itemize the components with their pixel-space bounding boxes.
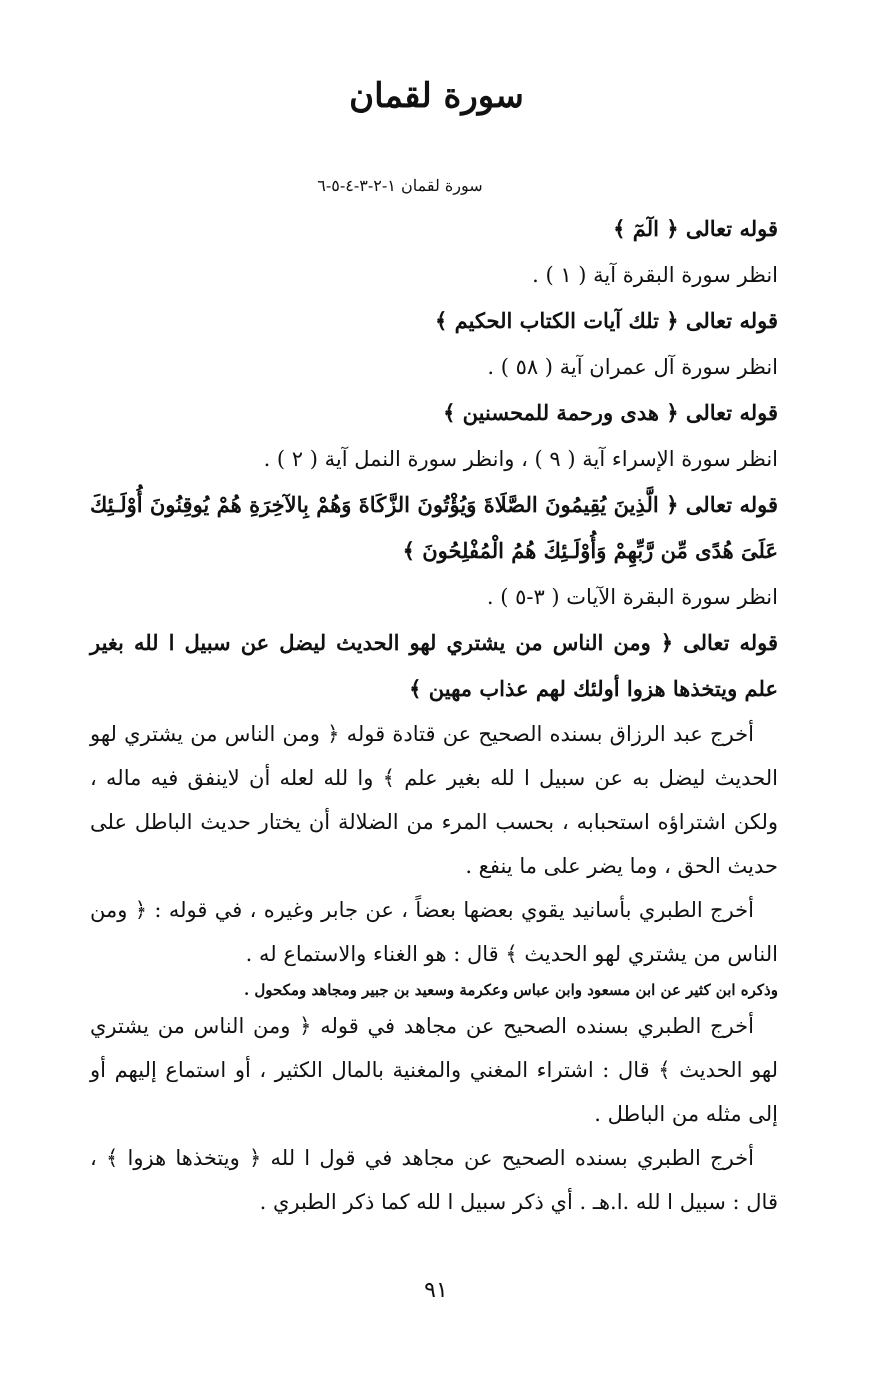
reference-line: انظر سورة الإسراء آية ( ٩ ) ، وانظر سورة النمل آية ( ٢ ) .	[263, 447, 778, 471]
note-line: وذكره ابن كثير عن ابن مسعود وابن عباس وعكرمة وسعيد بن جبير ومجاهد ومكحول .	[243, 981, 778, 999]
page-title: سورة لقمان	[349, 76, 524, 116]
page-content	[90, 206, 778, 1224]
reference-line: انظر سورة آل عمران آية ( ٥٨ ) .	[487, 355, 778, 379]
verse-block: قوله تعالى ﴿ الَّذِينَ يُقِيمُونَ الصَّلَاةَ وَيُؤْتُونَ الزَّكَاةَ وَهُمْ بِالآخِرَةِ هُمْ يُوقِنُونَ أُوْلَـئِكَ عَلَىَ هُدًى مِّن رَّبِّهِمْ وَأُوْلَـئِكَ هُمُ الْمُفْلِحُونَ ﴾	[90, 492, 778, 563]
commentary-paragraph: أخرج الطبري بسنده الصحيح عن مجاهد في قول ا لله ﴿ ويتخذها هزوا ﴾ ، قال : سبيل ا لله .ا.هـ . أي ذكر سبيل ا لله كما ذكر الطبري .	[90, 1146, 778, 1214]
verse-block: قوله تعالى ﴿ الٓمٓ ﴾	[613, 216, 778, 241]
reference-line: انظر سورة البقرة آية ( ١ ) .	[532, 263, 778, 287]
page-number: ٩١	[424, 1278, 448, 1303]
commentary-paragraph: أخرج الطبري بسنده الصحيح عن مجاهد في قوله ﴿ ومن الناس من يشتري لهو الحديث ﴾ قال : اشتراء المغني والمغنية بالمال الكثير ، أو استماع إليهم أو إلى مثله من الباطل .	[90, 1014, 778, 1126]
verse-block: قوله تعالى ﴿ تلك آيات الكتاب الحكيم ﴾	[435, 308, 778, 333]
verse-block: قوله تعالى ﴿ هدى ورحمة للمحسنين ﴾	[443, 400, 778, 425]
commentary-paragraph: أخرج عبد الرزاق بسنده الصحيح عن قتادة قوله ﴿ ومن الناس من يشتري لهو الحديث ليضل به عن سبيل ا لله بغير علم ﴾ وا لله لعله أن لاينفق فيه ماله ، ولكن اشتراؤه استحبابه ، بحسب المرء من الضلالة أن يختار حديث الباطل على حديث الحق ، وما يضر على ما ينفع .	[90, 722, 778, 878]
verse-block: قوله تعالى ﴿ ومن الناس من يشتري لهو الحديث ليضل عن سبيل ا لله بغير علم ويتخذها هزوا أولئك لهم عذاب مهين ﴾	[90, 630, 778, 701]
reference-line: انظر سورة البقرة الآيات ( ٣-٥ ) .	[486, 585, 778, 609]
commentary-paragraph: أخرج الطبري بأسانيد يقوي بعضها بعضاً ، عن جابر وغيره ، في قوله : ﴿ ومن الناس من يشتري لهو الحديث ﴾ قال : هو الغناء والاستماع له .	[90, 898, 778, 966]
section-subtitle: سورة لقمان ١-٢-٣-٤-٥-٦	[317, 176, 483, 195]
